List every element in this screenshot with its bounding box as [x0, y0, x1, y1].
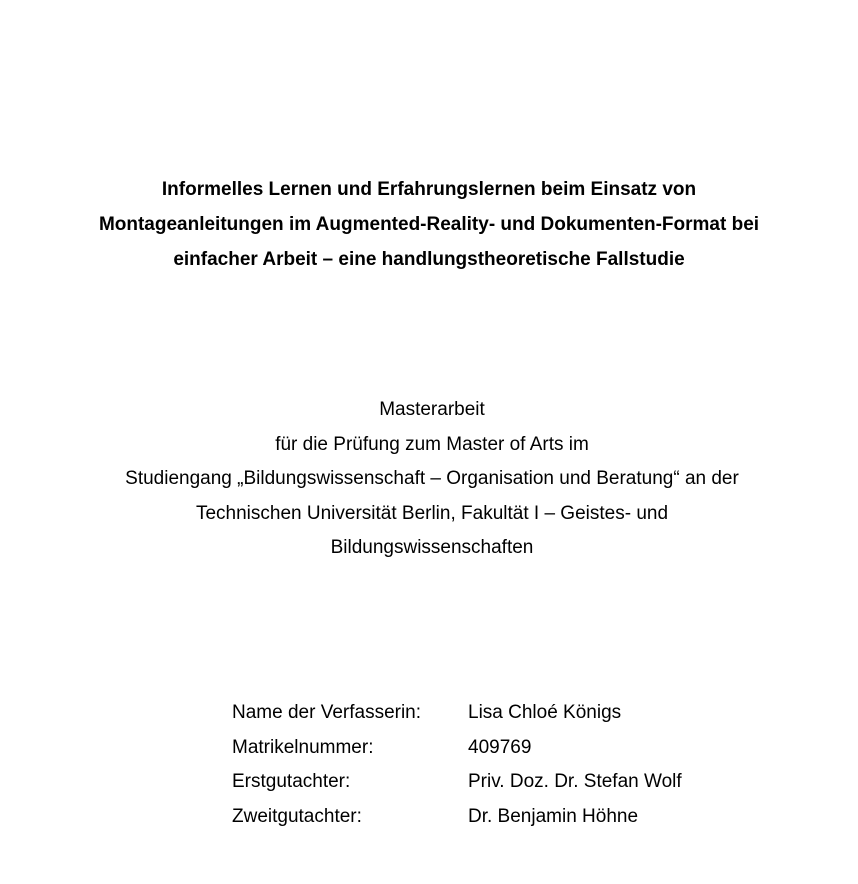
title-line: Montageanleitungen im Augmented-Reality- und Dokumenten-Format bei	[98, 214, 760, 235]
title-line: Informelles Lernen und Erfahrungslernen beim Einsatz von	[161, 179, 697, 200]
thesis-type: Masterarbeit	[379, 399, 485, 420]
detail-label: Name der Verfasserin:	[232, 702, 422, 723]
detail-value: Dr. Benjamin Höhne	[468, 805, 639, 827]
detail-row-second-reviewer	[232, 800, 768, 835]
description-line: Technischen Universität Berlin, Fakultät I – Geistes- und	[195, 502, 669, 524]
title-line: einfacher Arbeit – eine handlungstheoretische Fallstudie	[173, 249, 685, 270]
thesis-description	[0, 393, 858, 566]
description-line: Studiengang „Bildungswissenschaft – Organisation und Beratung“ an der	[125, 468, 739, 489]
thesis-title	[0, 172, 858, 277]
description-line: für die Prüfung zum Master of Arts im	[275, 433, 589, 455]
detail-value: Lisa Chloé Königs	[468, 702, 622, 723]
detail-row-matriculation	[232, 731, 768, 766]
detail-label: Erstgutachter:	[232, 771, 351, 792]
author-details-table	[232, 696, 768, 834]
detail-value: Priv. Doz. Dr. Stefan Wolf	[468, 771, 682, 792]
description-line: Bildungswissenschaften	[330, 537, 534, 558]
detail-value: 409769	[468, 736, 532, 758]
detail-label: Zweitgutachter:	[232, 805, 362, 827]
detail-row-first-reviewer	[232, 765, 768, 800]
detail-label: Matrikelnummer:	[232, 736, 374, 758]
detail-row-author	[232, 696, 768, 731]
